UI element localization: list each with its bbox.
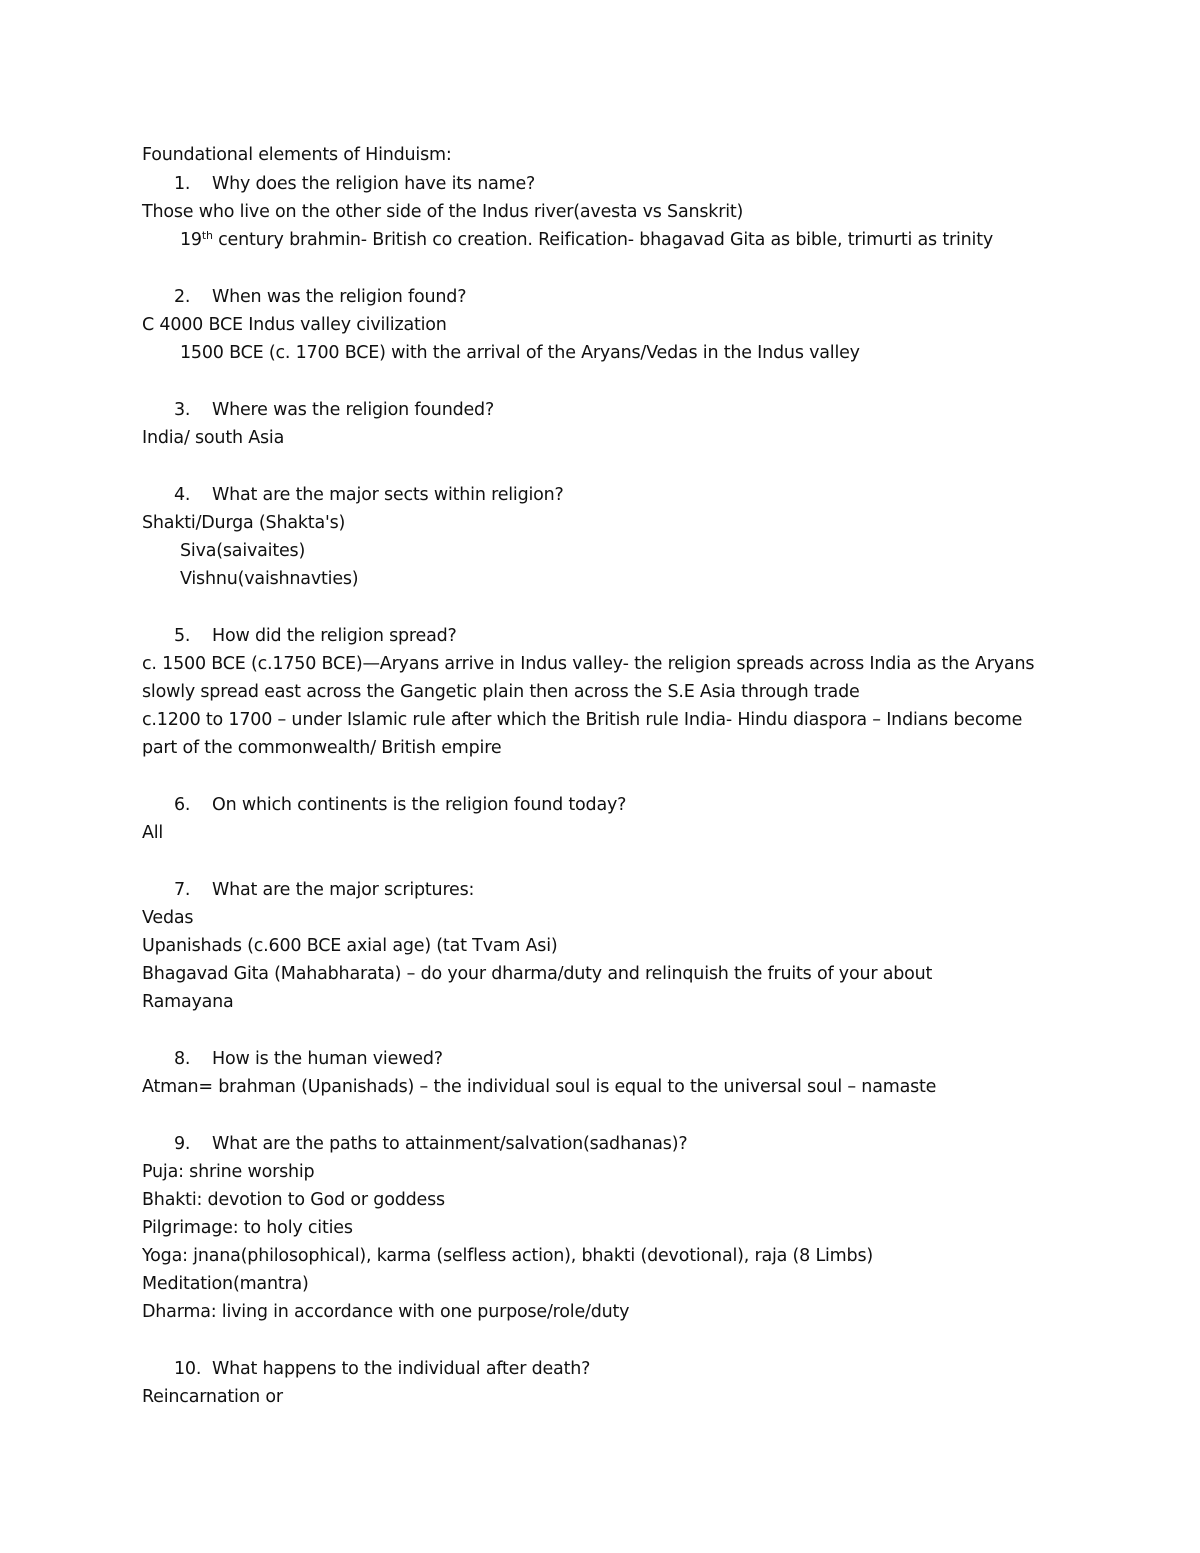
question-text: How is the human viewed? xyxy=(212,1049,443,1069)
question-3 xyxy=(174,399,494,421)
question-text: When was the religion found? xyxy=(212,287,467,307)
question-number: 6. xyxy=(174,795,191,815)
answer-text: century brahmin- British co creation. Reification- bhagavad Gita as bible, trimurti as trinity xyxy=(212,230,994,250)
question-2 xyxy=(174,286,466,308)
question-number: 4. xyxy=(174,485,191,505)
question-number: 9. xyxy=(174,1134,191,1154)
answer-7-line-4: Ramayana xyxy=(142,992,234,1012)
answer-1-line-1: Those who live on the other side of the Indus river(avesta vs Sanskrit) xyxy=(142,202,744,222)
question-number: 2. xyxy=(174,287,191,307)
answer-5-line-1: c. 1500 BCE (c.1750 BCE)—Aryans arrive in Indus valley- the religion spreads across India as the Aryans xyxy=(142,654,1035,674)
answer-6-line-1: All xyxy=(142,823,164,843)
century-number: 19 xyxy=(180,230,202,250)
question-7 xyxy=(174,879,474,901)
question-number: 5. xyxy=(174,626,191,646)
answer-10-line-1: Reincarnation or xyxy=(142,1387,283,1407)
answer-9-line-3: Pilgrimage: to holy cities xyxy=(142,1218,353,1238)
answer-5-line-3: c.1200 to 1700 – under Islamic rule after which the British rule India- Hindu diaspora – Indians become xyxy=(142,710,1023,730)
question-5 xyxy=(174,625,457,647)
question-text: What happens to the individual after death? xyxy=(212,1359,591,1379)
document-title: Foundational elements of Hinduism: xyxy=(142,145,452,165)
question-9 xyxy=(174,1133,687,1155)
answer-9-line-6: Dharma: living in accordance with one purpose/role/duty xyxy=(142,1302,630,1322)
answer-8-line-1: Atman= brahman (Upanishads) – the individual soul is equal to the universal soul – namaste xyxy=(142,1077,937,1097)
answer-7-line-2: Upanishads (c.600 BCE axial age) (tat Tvam Asi) xyxy=(142,936,558,956)
answer-9-line-4: Yoga: jnana(philosophical), karma (selfless action), bhakti (devotional), raja (8 Limbs) xyxy=(142,1246,873,1266)
question-text: How did the religion spread? xyxy=(212,626,457,646)
answer-1-line-2 xyxy=(180,229,993,251)
answer-7-line-3: Bhagavad Gita (Mahabharata) – do your dharma/duty and relinquish the fruits of your about xyxy=(142,964,933,984)
answer-9-line-5: Meditation(mantra) xyxy=(142,1274,309,1294)
question-number: 10. xyxy=(174,1359,202,1379)
ordinal-superscript: th xyxy=(201,229,213,242)
answer-5-line-4: part of the commonwealth/ British empire xyxy=(142,738,502,758)
answer-2-line-2: 1500 BCE (c. 1700 BCE) with the arrival of the Aryans/Vedas in the Indus valley xyxy=(180,343,860,363)
answer-7-line-1: Vedas xyxy=(142,908,194,928)
question-6 xyxy=(174,794,626,816)
answer-3-line-1: India/ south Asia xyxy=(142,428,285,448)
question-text: Why does the religion have its name? xyxy=(212,174,536,194)
question-text: What are the major sects within religion? xyxy=(212,485,564,505)
answer-4-line-1: Shakti/Durga (Shakta's) xyxy=(142,513,346,533)
question-number: 1. xyxy=(174,174,191,194)
answer-9-line-1: Puja: shrine worship xyxy=(142,1162,315,1182)
question-text: Where was the religion founded? xyxy=(212,400,495,420)
question-text: What are the major scriptures: xyxy=(212,880,475,900)
answer-5-line-2: slowly spread east across the Gangetic plain then across the S.E Asia through trade xyxy=(142,682,860,702)
question-10 xyxy=(174,1358,590,1380)
question-text: What are the paths to attainment/salvation(sadhanas)? xyxy=(212,1134,688,1154)
question-1 xyxy=(174,173,535,195)
question-text: On which continents is the religion found today? xyxy=(212,795,627,815)
answer-2-line-1: C 4000 BCE Indus valley civilization xyxy=(142,315,447,335)
answer-4-line-2: Siva(saivaites) xyxy=(180,541,306,561)
answer-9-line-2: Bhakti: devotion to God or goddess xyxy=(142,1190,445,1210)
question-8 xyxy=(174,1048,443,1070)
answer-4-line-3: Vishnu(vaishnavties) xyxy=(180,569,359,589)
question-number: 8. xyxy=(174,1049,191,1069)
question-number: 7. xyxy=(174,880,191,900)
question-4 xyxy=(174,484,564,506)
question-number: 3. xyxy=(174,400,191,420)
